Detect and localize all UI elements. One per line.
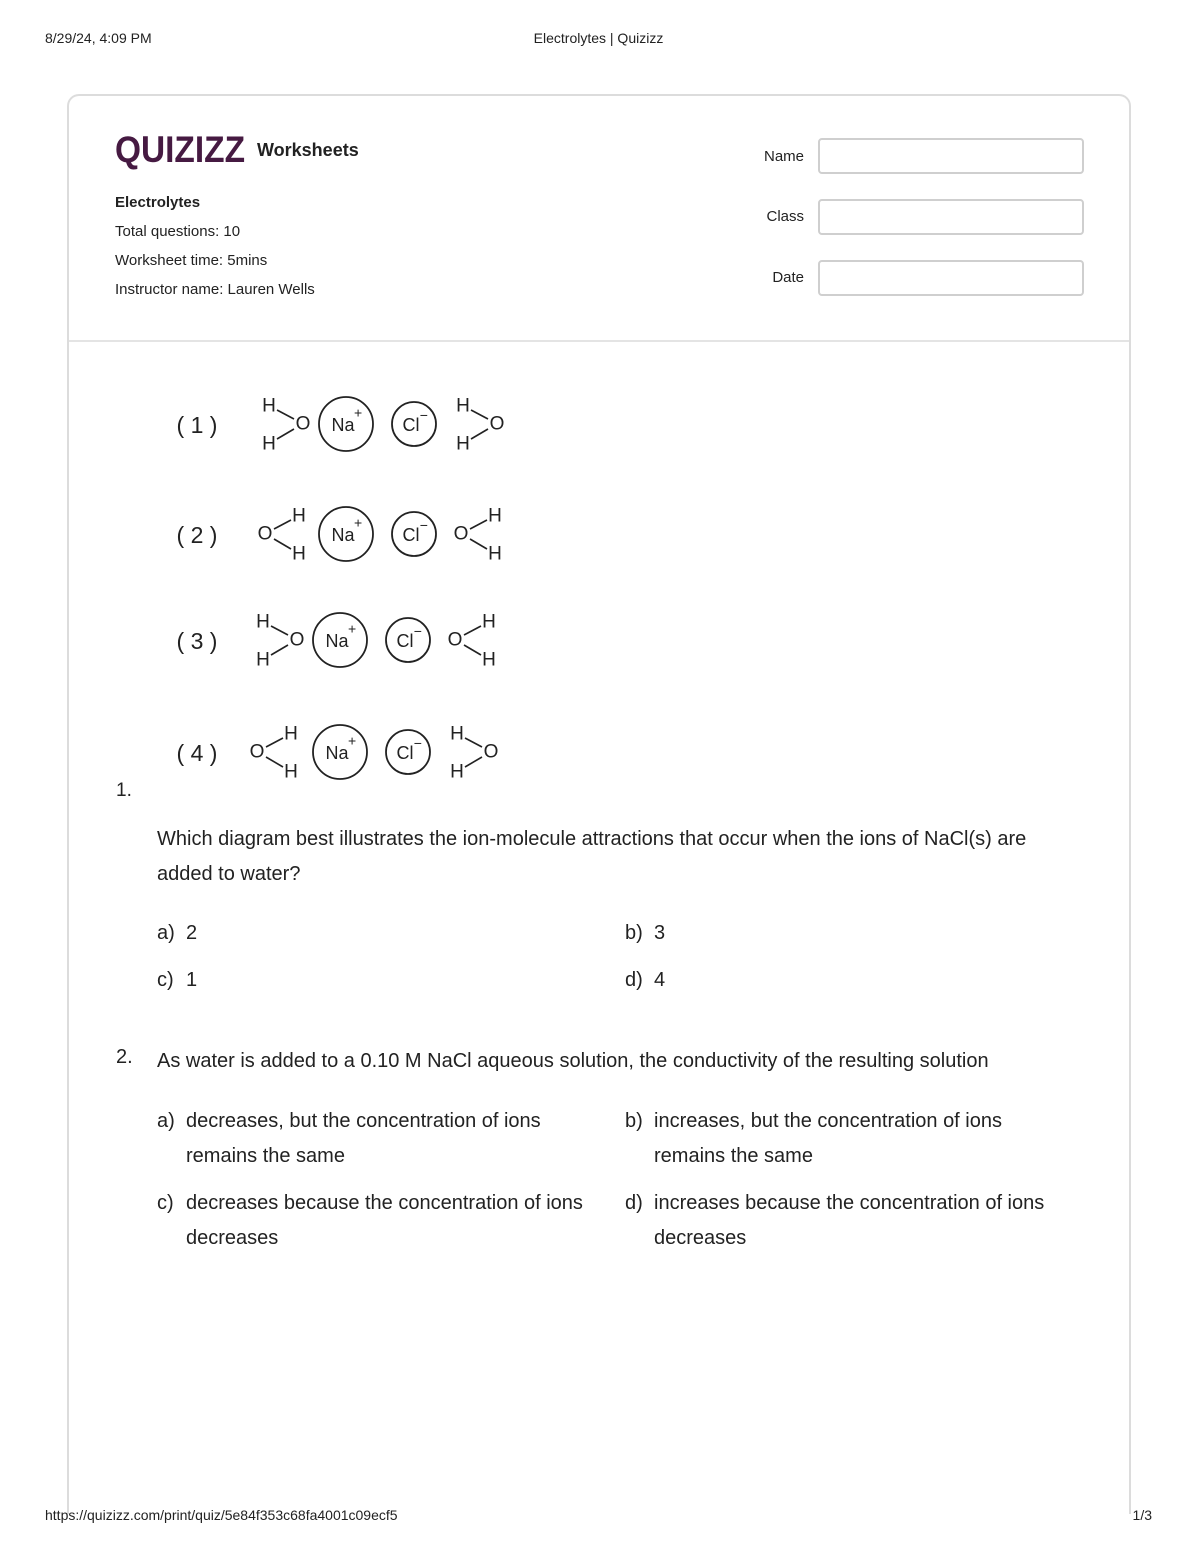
bond-line xyxy=(471,410,488,419)
chloride-ion-charge: − xyxy=(419,516,428,533)
bond-line xyxy=(465,757,482,767)
print-footer xyxy=(45,1507,1152,1527)
bond-line xyxy=(470,520,487,529)
hydrogen-atom: H xyxy=(482,611,496,633)
hydrogen-atom: H xyxy=(292,505,306,527)
option-text: decreases because the concentration of ions decreases xyxy=(186,1192,583,1249)
bond-line xyxy=(274,539,291,549)
question-2-option-d xyxy=(625,1186,1065,1256)
option-letter: a) xyxy=(157,1110,175,1132)
bond-line xyxy=(465,738,482,747)
sodium-ion-charge: + xyxy=(348,620,357,637)
hydrogen-atom: H xyxy=(488,505,502,527)
worksheet-time: Worksheet time: 5mins xyxy=(115,252,268,269)
class-label: Class xyxy=(766,208,804,225)
instructor-name: Instructor name: Lauren Wells xyxy=(115,281,315,298)
oxygen-atom: O xyxy=(489,413,505,435)
option-letter: a) xyxy=(157,922,175,944)
hydrogen-atom: H xyxy=(262,395,276,417)
worksheet-header xyxy=(69,96,1129,342)
diagram-row-label: ( 4 ) xyxy=(176,740,218,766)
option-letter: d) xyxy=(625,1192,643,1214)
worksheet-title: Electrolytes xyxy=(115,194,201,211)
total-questions: Total questions: 10 xyxy=(115,223,241,240)
hydrogen-atom: H xyxy=(256,649,270,671)
chloride-ion-symbol: Cl xyxy=(396,631,414,651)
date-label: Date xyxy=(772,269,804,286)
bond-line xyxy=(470,539,487,549)
chloride-ion-symbol: Cl xyxy=(402,415,420,435)
bond-line xyxy=(277,410,294,419)
hydrogen-atom: H xyxy=(482,649,496,671)
sodium-ion-charge: + xyxy=(348,732,357,749)
bond-line xyxy=(266,757,283,767)
question-1-text: Which diagram best illustrates the ion-molecule attractions that occur when the ions of NaCl(s) are added to water? xyxy=(157,828,1027,885)
option-letter: d) xyxy=(625,969,643,991)
option-text: 4 xyxy=(654,969,666,991)
brand-subtitle: Worksheets xyxy=(257,139,359,160)
print-title: Electrolytes | Quizizz xyxy=(533,30,664,46)
option-letter: b) xyxy=(625,1110,643,1132)
chloride-ion-symbol: Cl xyxy=(402,525,420,545)
oxygen-atom: O xyxy=(295,413,311,435)
hydrogen-atom: H xyxy=(262,433,276,455)
bond-line xyxy=(274,520,291,529)
hydrogen-atom: H xyxy=(488,543,502,565)
question-1-option-b xyxy=(625,916,1065,951)
option-text: decreases, but the concentration of ions remains the same xyxy=(186,1110,541,1167)
question-1-diagram xyxy=(165,385,525,785)
question-2-option-b xyxy=(625,1104,1065,1174)
sodium-ion-symbol: Na xyxy=(325,631,349,651)
print-header xyxy=(45,30,1152,50)
bond-line xyxy=(266,738,283,747)
question-2-text: As water is added to a 0.10 M NaCl aqueous solution, the conductivity of the resulting solution xyxy=(157,1050,989,1072)
hydrogen-atom: H xyxy=(284,761,298,783)
hydrogen-atom: H xyxy=(450,723,464,745)
page-number: 1/3 xyxy=(1132,1507,1152,1523)
chloride-ion-charge: − xyxy=(413,734,422,751)
chloride-ion-charge: − xyxy=(413,622,422,639)
chloride-ion-charge: − xyxy=(419,406,428,423)
quizizz-logo xyxy=(115,130,247,170)
sodium-ion-charge: + xyxy=(354,514,363,531)
question-2-option-a xyxy=(157,1104,597,1174)
question-1-option-a xyxy=(157,916,597,951)
name-label: Name xyxy=(763,148,804,165)
oxygen-atom: O xyxy=(483,741,499,763)
worksheet-meta xyxy=(115,192,315,308)
oxygen-atom: O xyxy=(257,523,273,545)
oxygen-atom: O xyxy=(447,629,463,651)
oxygen-atom: O xyxy=(249,741,265,763)
option-letter: b) xyxy=(625,922,643,944)
hydrogen-atom: H xyxy=(456,395,470,417)
sodium-ion-symbol: Na xyxy=(331,415,355,435)
option-letter: c) xyxy=(157,969,174,991)
hydrogen-atom: H xyxy=(456,433,470,455)
date-field[interactable] xyxy=(818,260,1084,296)
option-text: increases because the concentration of ions decreases xyxy=(654,1192,1045,1249)
sodium-ion-symbol: Na xyxy=(331,525,355,545)
svg-text:QUIZIZZ: QUIZIZZ xyxy=(115,130,245,170)
bond-line xyxy=(277,429,294,439)
brand xyxy=(115,130,359,170)
question-2-number: 2. xyxy=(116,1046,133,1068)
sodium-ion-symbol: Na xyxy=(325,743,349,763)
worksheet-card xyxy=(67,94,1131,1514)
bond-line xyxy=(471,429,488,439)
chloride-ion-symbol: Cl xyxy=(396,743,414,763)
hydrogen-atom: H xyxy=(284,723,298,745)
bond-line xyxy=(271,645,288,655)
question-1-number: 1. xyxy=(116,780,132,801)
diagram-row-label: ( 1 ) xyxy=(176,412,218,438)
sodium-ion-charge: + xyxy=(354,404,363,421)
option-letter: c) xyxy=(157,1192,174,1214)
diagram-row-label: ( 3 ) xyxy=(176,628,218,654)
bond-line xyxy=(271,626,288,635)
print-url: https://quizizz.com/print/quiz/5e84f353c68fa4001c09ecf5 xyxy=(45,1507,398,1523)
print-date: 8/29/24, 4:09 PM xyxy=(45,30,152,46)
hydrogen-atom: H xyxy=(292,543,306,565)
option-text: 1 xyxy=(186,969,198,991)
bond-line xyxy=(464,626,481,635)
class-field[interactable] xyxy=(818,199,1084,235)
oxygen-atom: O xyxy=(289,629,305,651)
name-field[interactable] xyxy=(818,138,1084,174)
bond-line xyxy=(464,645,481,655)
question-1-option-d xyxy=(625,963,1065,998)
option-text: 2 xyxy=(186,922,198,944)
question-2-option-c xyxy=(157,1186,597,1256)
option-text: increases, but the concentration of ions remains the same xyxy=(654,1110,1002,1167)
diagram-row-label: ( 2 ) xyxy=(176,522,218,548)
question-1-option-c xyxy=(157,963,597,998)
oxygen-atom: O xyxy=(453,523,469,545)
hydrogen-atom: H xyxy=(256,611,270,633)
hydrogen-atom: H xyxy=(450,761,464,783)
option-text: 3 xyxy=(654,922,666,944)
